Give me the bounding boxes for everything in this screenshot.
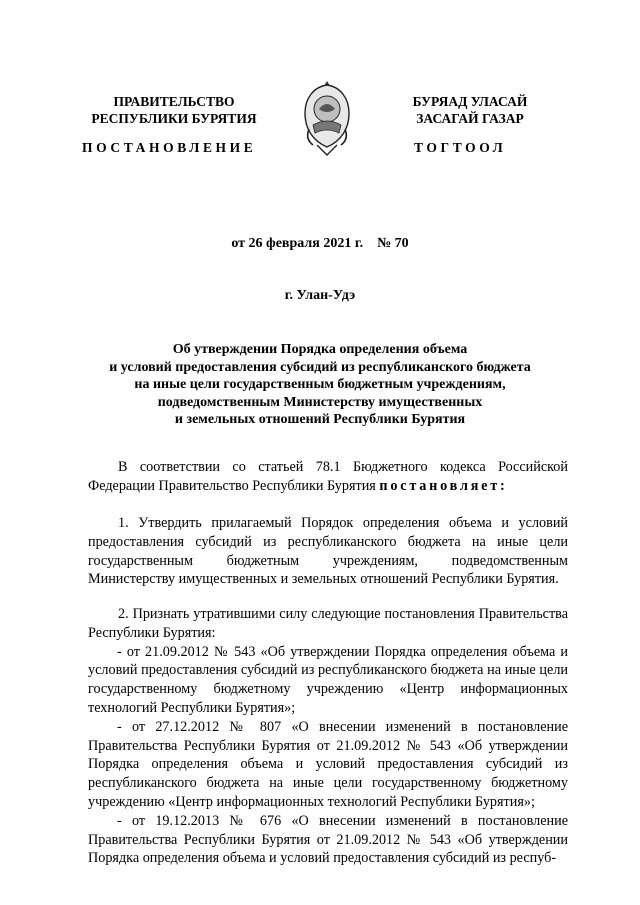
doc-type-left: ПОСТАНОВЛЕНИЕ	[82, 140, 257, 155]
doc-type-right: ТОГТООЛ	[414, 140, 507, 155]
item-2-dash-2: - от 27.12.2012 № 807 «О внесении изменений в постановление Правительства Республики Бурятия от 21.09.2012 № 543 «Об утверждении Порядка определения объема и условий предоставления субсидий из республиканского бюджета на иные цели государственному бюджетному учреждению «Центр информационных технологий Республики Бурятия»;	[88, 718, 568, 810]
header-left	[64, 93, 284, 127]
item-2-dash-3: - от 19.12.2013 № 676 «О внесении изменений в постановление Правительства Республики Бурятия от 21.09.2012 № 543 «Об утверждении Порядка определения объема и условий предоставления субсидий из респуб-	[88, 812, 568, 867]
item-2-dash-1: - от 21.09.2012 № 543 «Об утверждении Порядка определения объема и условий предоставления субсидий из республиканского бюджета на иные цели государственному бюджетному учреждению «Центр информационных технологий Республики Бурятия»;	[88, 643, 568, 716]
header-right	[392, 93, 548, 127]
document-title	[80, 341, 560, 429]
title-line: и земельных отношений Республики Бурятия	[174, 412, 466, 428]
item-2-intro: 2. Признать утратившими силу следующие постановления Правительства Республики Бурятия:	[88, 606, 568, 641]
title-line: подведомственным Министерству имущественных	[157, 394, 483, 410]
city-line: г. Улан-Удэ	[284, 288, 356, 303]
item-1-paragraph	[88, 514, 568, 589]
title-line: и условий предоставления субсидий из республиканского бюджета	[109, 359, 531, 375]
intro-text: В соответствии со статьей 78.1 Бюджетного кодекса Российской Федерации Правительство Республики Бурятия	[88, 459, 568, 494]
date-number-line: от 26 февраля 2021 г. № 70	[231, 236, 409, 251]
header-left-line1: ПРАВИТЕЛЬСТВО	[113, 94, 235, 109]
header-right-line2: ЗАСАГАЙ ГАЗАР	[416, 111, 524, 126]
title-line: Об утверждении Порядка определения объема	[172, 342, 468, 357]
resolves-word: постановляет:	[379, 477, 508, 494]
intro-paragraph	[88, 458, 568, 496]
item-1-text: 1. Утвердить прилагаемый Порядок определения объема и условий предоставления субсидий из республиканского бюджета на иные цели государственным бюджетным учреждениям, подведомственным Министерству имущественных и земельных отношений Республики Бурятия.	[88, 515, 568, 588]
header-left-line2: РЕСПУБЛИКИ БУРЯТИЯ	[91, 111, 257, 126]
item-2-block	[88, 605, 568, 868]
header-right-line1: БУРЯАД УЛАСАЙ	[412, 94, 528, 109]
republic-emblem-icon	[299, 79, 355, 159]
title-line: на иные цели государственным бюджетным учреждениям,	[134, 377, 506, 393]
